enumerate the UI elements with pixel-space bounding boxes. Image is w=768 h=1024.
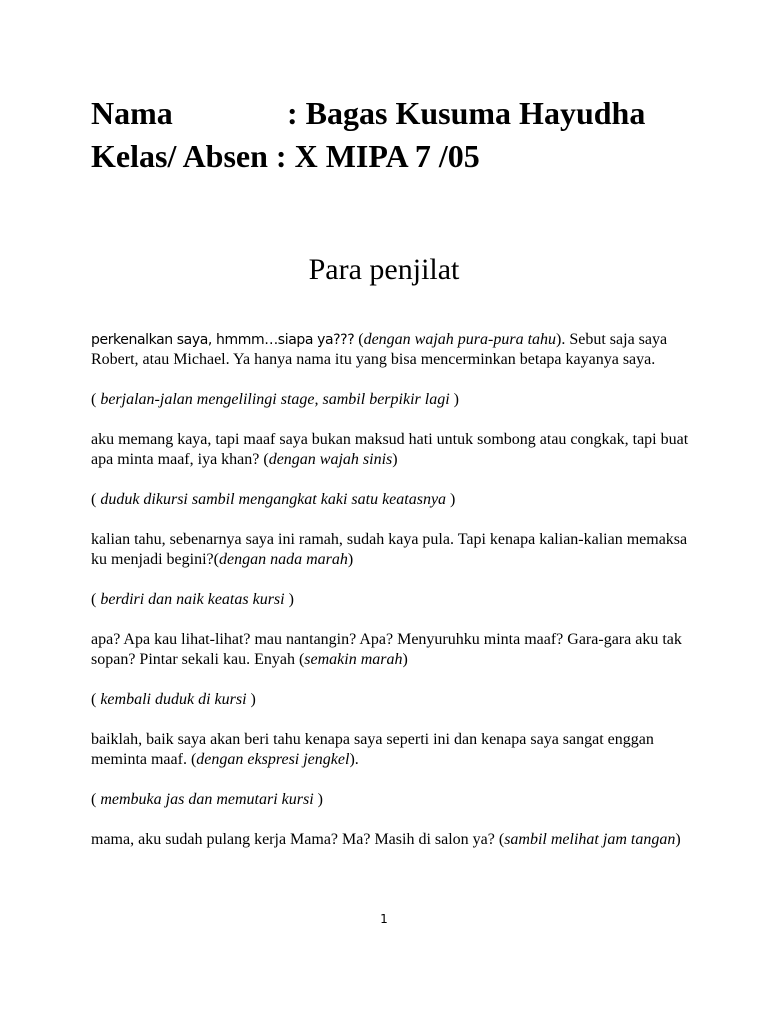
stage-direction-inline: sambil melihat jam tangan: [504, 831, 676, 848]
paragraph-5: [91, 730, 691, 770]
paragraph-4: [91, 630, 691, 670]
paragraph-6-text: mama, aku sudah pulang kerja Mama? Ma? Masih di salon ya? (: [91, 831, 505, 848]
direction-open: (: [91, 391, 101, 408]
name-value: : Bagas Kusuma Hayudha: [287, 95, 646, 131]
paragraph-1: [91, 330, 691, 370]
direction-close: ): [449, 391, 459, 408]
stage-direction-4: [91, 690, 691, 710]
stage-direction-5: [91, 790, 691, 810]
document-title: Para penjilat: [308, 253, 460, 286]
direction-open: (: [91, 591, 101, 608]
class-value: : X MIPA 7 /05: [275, 138, 480, 174]
stage-direction-inline: dengan wajah sinis: [268, 451, 393, 468]
paragraph-5-text: baiklah, baik saya akan beri tahu kenapa saya seperti ini dan kenapa saya sangat enggan meminta maaf. (: [91, 731, 654, 768]
paragraph-2-text: aku memang kaya, tapi maaf saya bukan maksud hati untuk sombong atau congkak, tapi buat apa minta maaf, iya khan? (: [91, 431, 689, 468]
paragraph-2: [91, 430, 691, 470]
direction-close: ): [446, 491, 456, 508]
class-label: Kelas/ Absen: [91, 138, 268, 174]
class-row: [91, 135, 711, 178]
stage-direction-inline: semakin marah: [304, 651, 403, 668]
direction-text: berjalan-jalan mengelilingi stage, sambil berpikir lagi: [100, 391, 450, 408]
stage-direction-3: [91, 590, 691, 610]
document-header: [91, 92, 711, 178]
direction-text: duduk dikursi sambil mengangkat kaki satu keatasnya: [100, 491, 447, 508]
direction-text: berdiri dan naik keatas kursi: [100, 591, 285, 608]
name-row: [91, 92, 711, 135]
stage-direction-inline: dengan ekspresi jengkel: [196, 751, 350, 768]
paragraph-5-close: ).: [349, 751, 359, 768]
stage-direction-inline: dengan nada marah: [218, 551, 348, 568]
paragraph-1-open: (: [354, 331, 364, 348]
direction-close: ): [246, 691, 256, 708]
stage-direction-1: [91, 390, 691, 410]
paragraph-6-close: ): [675, 831, 681, 848]
direction-text: membuka jas dan memutari kursi: [100, 791, 314, 808]
direction-text: kembali duduk di kursi: [100, 691, 247, 708]
page-number: 1: [380, 912, 388, 926]
paragraph-6: [91, 830, 691, 850]
direction-open: (: [91, 691, 101, 708]
paragraph-2-close: ): [392, 451, 398, 468]
paragraph-1-lead: perkenalkan saya, hmmm…siapa ya???: [91, 332, 355, 348]
stage-direction-inline: dengan wajah pura-pura tahu: [363, 331, 557, 348]
paragraph-3-text: kalian tahu, sebenarnya saya ini ramah, sudah kaya pula. Tapi kenapa kalian-kalian memaksa ku menjadi begini?(: [91, 531, 688, 568]
paragraph-3: [91, 530, 691, 570]
paragraph-3-close: ): [347, 551, 354, 568]
name-label: Nama: [91, 95, 173, 131]
direction-open: (: [91, 491, 101, 508]
direction-open: (: [91, 791, 101, 808]
direction-close: ): [284, 591, 294, 608]
paragraph-4-text: apa? Apa kau lihat-lihat? mau nantangin? Apa? Menyuruhku minta maaf? Gara-gara aku tak sopan? Pintar sekali kau. Enyah (: [91, 631, 682, 668]
direction-close: ): [313, 791, 323, 808]
document-body: [91, 330, 691, 870]
paragraph-4-close: ): [402, 651, 408, 668]
paragraph-1-rest: ). Sebut saja saya Robert, atau Michael. Ya hanya nama itu yang bisa mencerminkan betapa kayanya saya.: [91, 331, 668, 368]
stage-direction-2: [91, 490, 691, 510]
